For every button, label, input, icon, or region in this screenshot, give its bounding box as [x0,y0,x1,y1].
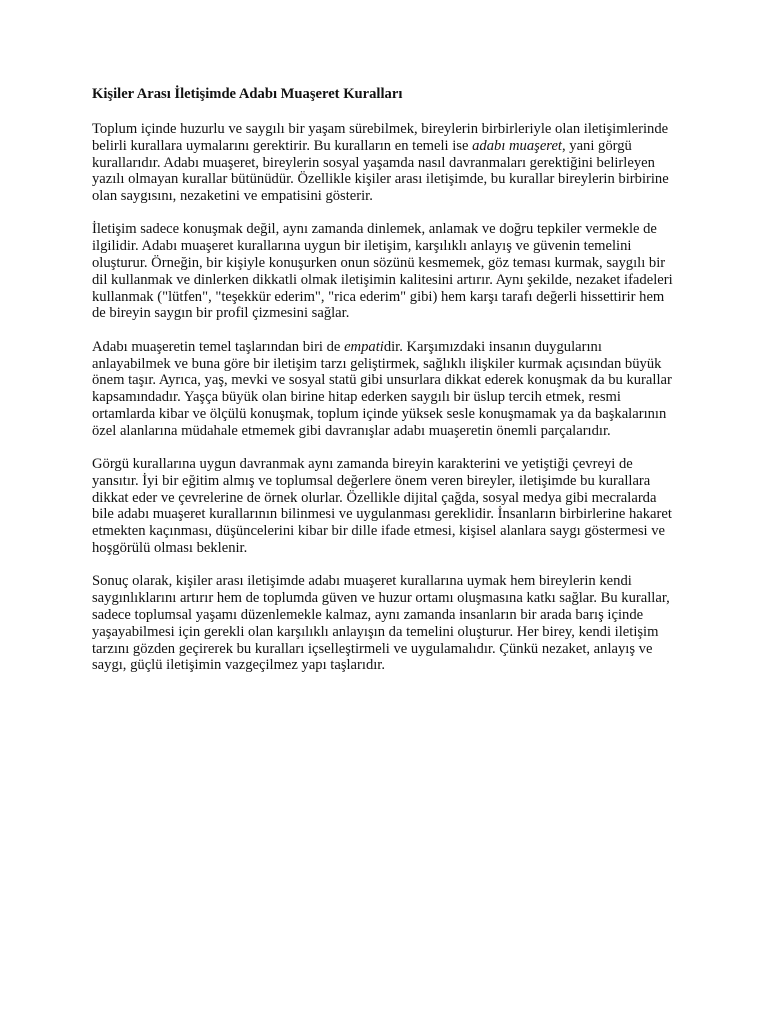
document-page [92,86,676,691]
paragraph-3-text-a: Adabı muaşeretin temel taşlarından biri de [92,338,345,355]
paragraph-1-text-b: , yani görgü kurallarıdır. Adabı muaşeret, bireylerin sosyal yaşamda nasıl davranmaları gerektiğini belirleyen yazılı olmayan kurallar bütünüdür. Özellikle kişiler arası iletişimde, bu kurallar bireylerin birbirine olan saygısını, nezaketini ve empatisini gösterir. [92,137,669,205]
paragraph-1-text-a: Toplum içinde huzurlu ve saygılı bir yaşam sürebilmek, bireylerin birbirleriyle olan iletişimlerinde belirli kurallara uymalarını gerektirir. Bu kuralların en temeli ise [92,121,669,154]
paragraph-3-emphasis: empati [344,338,384,355]
paragraph-3 [92,339,676,440]
paragraph-1-emphasis: adabı muaşeret [472,137,562,154]
paragraph-2: İletişim sadece konuşmak değil, aynı zamanda dinlemek, anlamak ve doğru tepkiler vermekle de ilgilidir. Adabı muaşeret kurallarına uygun bir iletişim, karşılıklı anlayış ve güvenin temelini oluşturur. Örneğin, bir kişiyle konuşurken onun sözünü kesmemek, göz teması kurmak, saygılı bir dil kullanmak ve dinlerken dikkatli olmak iletişimin kalitesini artırır. Aynı şekilde, nezaket ifadeleri kullanmak ("lütfen", "teşekkür ederim", "rica ederim" gibi) hem karşı tarafı değerli hissettirir hem de bireyin saygın bir profil çizmesini sağlar. [92,221,673,322]
paragraph-1 [92,121,676,205]
paragraph-3-text-b: dir. Karşımızdaki insanın duygularını anlayabilmek ve buna göre bir iletişim tarzı geliştirmek, sağlıklı ilişkiler kurmak açısından büyük önem taşır. Ayrıca, yaş, mevki ve sosyal statü gibi unsurlara dikkat ederek konuşmak da bu kurallar kapsamındadır. Yaşça büyük olan birine hitap ederken saygılı bir üslup tercih etmek, resmi ortamlarda kibar ve ölçülü konuşmak, toplum içinde yüksek sesle konuşmamak ya da başkalarının özel alanlarına müdahale etmemek gibi davranışlar adabı muaşeretin önemli parçalarıdır. [92,338,672,439]
paragraph-5: Sonuç olarak, kişiler arası iletişimde adabı muaşeret kurallarına uymak hem bireylerin kendi saygınlıklarını artırır hem de toplumda güven ve huzur ortamı oluşmasına katkı sağlar. Bu kurallar, sadece toplumsal yaşamı düzenlemekle kalmaz, aynı zamanda insanların bir arada barış içinde yaşayabilmesi için gerekli olan karşılıklı anlayışın da temelini oluşturur. Her birey, kendi iletişim tarzını gözden geçirerek bu kuralları içselleştirmeli ve uygulamalıdır. Çünkü nezaket, anlayış ve saygı, güçlü iletişimin vazgeçilmez yapı taşlarıdır. [92,573,670,674]
document-title: Kişiler Arası İletişimde Adabı Muaşeret Kuralları [92,86,403,102]
paragraph-4: Görgü kurallarına uygun davranmak aynı zamanda bireyin karakterini ve yetiştiği çevreyi de yansıtır. İyi bir eğitim almış ve toplumsal değerlere önem veren bireyler, iletişimde bu kurallara dikkat eder ve çevrelerine de örnek olurlar. Özellikle dijital çağda, sosyal medya gibi mecralarda bile adabı muaşeret kurallarının bilinmesi ve uygulanması gereklidir. İnsanların birbirlerine hakaret etmekten kaçınması, düşüncelerini kibar bir dille ifade etmesi, kişisel alanlara saygı göstermesi ve hoşgörülü olması beklenir. [92,456,672,557]
